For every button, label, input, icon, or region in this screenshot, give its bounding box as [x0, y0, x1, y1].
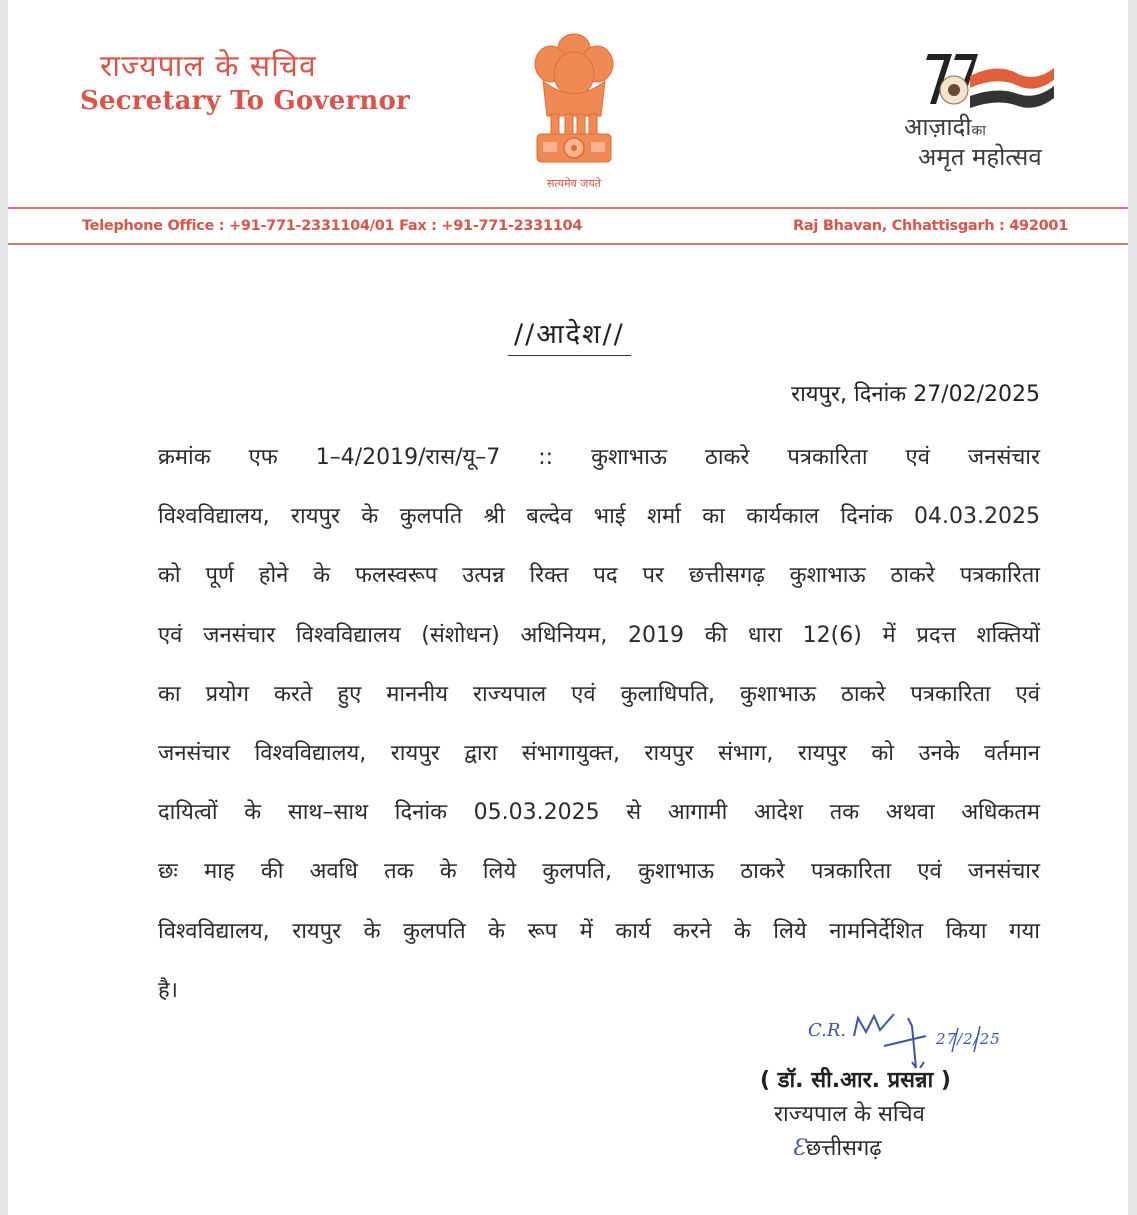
order-body-line: को पूर्ण होने के फलस्वरूप उत्पन्न रिक्त पद पर छत्तीसगढ़ कुशाभाऊ ठाकरे पत्रकारिता — [158, 563, 1040, 589]
azadi-logo-ka: का — [971, 123, 986, 139]
signatory-place — [792, 1132, 882, 1162]
national-emblem-icon — [521, 26, 627, 196]
order-body-line: छः माह की अवधि तक के लिये कुलपति, कुशाभाऊ ठाकरे पत्रकारिता एवं जनसंचार — [158, 859, 1040, 885]
order-body — [158, 428, 1040, 1020]
document-page — [8, 0, 1128, 1215]
letterhead-rule-top — [8, 207, 1128, 209]
signatory-place-text: छत्तीसगढ़ — [805, 1136, 882, 1161]
order-body-line: जनसंचार विश्वविद्यालय, रायपुर द्वारा संभागायुक्त, रायपुर संभाग, रायपुर को उनके वर्तमान — [158, 740, 1040, 766]
order-title: //आदेश// — [508, 314, 631, 356]
azadi-logo-line2: अमृत महोत्सव — [918, 143, 1042, 171]
order-body-line: है। — [158, 977, 179, 1003]
order-body-line: दायित्वों के साथ–साथ दिनांक 05.03.2025 से आगामी आदेश तक अथवा अधिकतम — [158, 800, 1040, 826]
contact-telephone-fax: Telephone Office : +91-771-2331104/01 Fax : +91-771-2331104 — [82, 218, 583, 234]
order-body-line: विश्वविद्यालय, रायपुर के कुलपति श्री बल्देव भाई शर्मा का कार्यकाल दिनांक 04.03.2025 — [158, 504, 1040, 530]
signatory-designation: राज्यपाल के सचिव — [774, 1102, 925, 1127]
emblem-motto: सत्यमेव जयते — [546, 177, 601, 190]
order-body-line: क्रमांक एफ 1–4/2019/रास/यू–7 :: कुशाभाऊ ठाकरे पत्रकारिता एवं जनसंचार — [158, 445, 1040, 470]
signature-date: 27/2/25 — [936, 1030, 1001, 1048]
letterhead-title-hindi: राज्यपाल के सचिव — [100, 49, 317, 84]
order-dateline: रायपुर, दिनांक 27/02/2025 — [791, 382, 1040, 407]
signatory-name: ( डॉ. सी.आर. प्रसन्ना ) — [760, 1068, 951, 1093]
order-body-line: का प्रयोग करते हुए माननीय राज्यपाल एवं कुलाधिपति, कुशाभाऊ ठाकरे पत्रकारिता एवं — [158, 681, 1040, 707]
pen-mark-icon: Ɛ — [792, 1136, 806, 1161]
azadi-ka-amrit-mahotsav-logo — [878, 46, 1078, 186]
signature-initials: C.R. — [808, 1020, 847, 1041]
order-body-line: एवं जनसंचार विश्वविद्यालय (संशोधन) अधिनियम, 2019 की धारा 12(6) में प्रदत्त शक्तियों — [158, 622, 1040, 648]
contact-address: Raj Bhavan, Chhattisgarh : 492001 — [793, 218, 1068, 234]
letterhead-rule-bottom — [8, 243, 1128, 245]
azadi-logo-line1 — [904, 110, 986, 143]
letterhead-title-english: Secretary To Governor — [80, 86, 410, 116]
azadi-75-flag-icon — [878, 46, 1078, 116]
azadi-logo-word: आज़ादी — [904, 113, 972, 141]
order-body-line: विश्वविद्यालय, रायपुर के कुलपति के रूप में कार्य करने के लिये नामनिर्देशित किया गया — [158, 918, 1040, 944]
